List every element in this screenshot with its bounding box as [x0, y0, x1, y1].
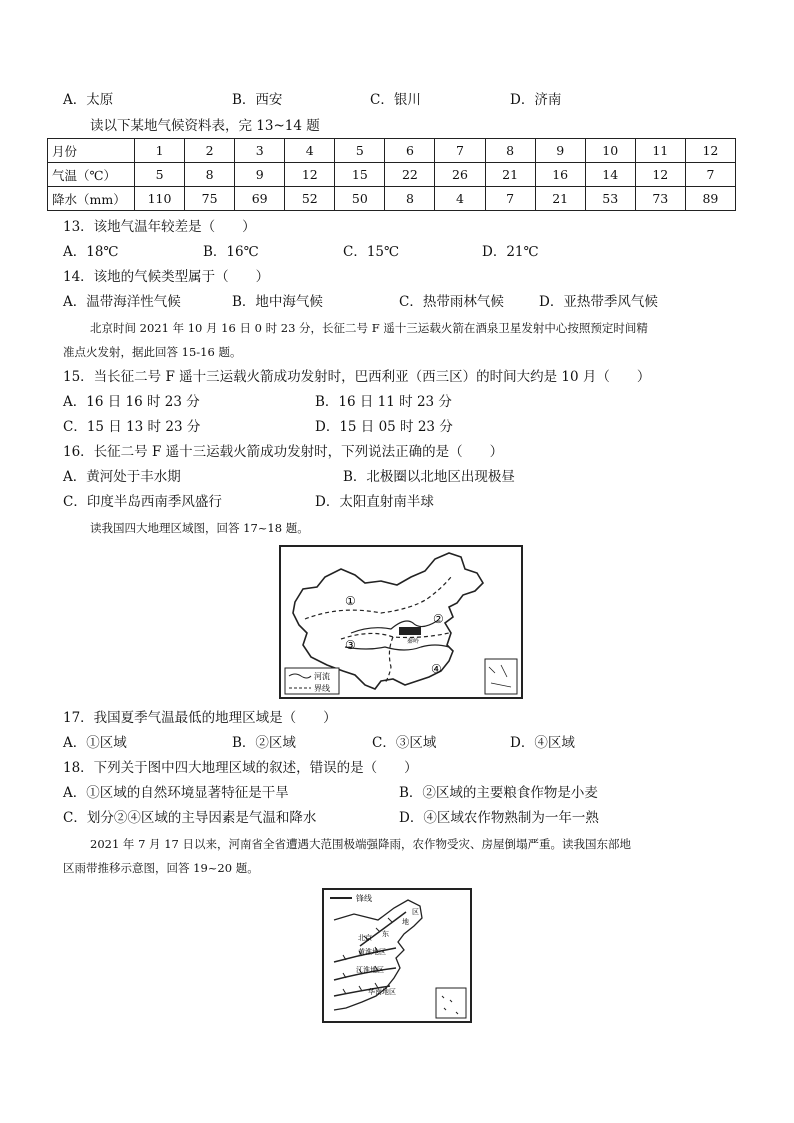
- table-cell: 7: [435, 139, 485, 163]
- region-label-4: ④: [431, 662, 442, 676]
- intro-15-16-line2: 准点火发射，据此回答 15-16 题。: [63, 345, 242, 359]
- row-label: 降水（mm）: [48, 187, 135, 211]
- intro-19-20-line1: 2021 年 7 月 17 日以来，河南省全省遭遇大范围极端强降雨，农作物受灾、房屋倒塌严重。读我国东部地: [90, 837, 631, 851]
- q17-option-a: A．①区域: [63, 735, 127, 751]
- table-cell: 4: [435, 187, 485, 211]
- table-cell: 12: [285, 163, 335, 187]
- table-cell: 26: [435, 163, 485, 187]
- table-cell: 9: [235, 163, 285, 187]
- q14-option-a: A．温带海洋性气候: [63, 294, 181, 310]
- region-label-3: ③: [345, 638, 356, 652]
- row-label: 气温（℃）: [48, 163, 135, 187]
- map2-legend: [330, 893, 372, 903]
- region-label-2: ②: [433, 612, 444, 626]
- q12-option-b: B．西安: [232, 92, 283, 108]
- q13-stem: 13．该地气温年较差是（ ）: [63, 219, 256, 235]
- table-cell: 89: [685, 187, 735, 211]
- qinling-label: 秦岭: [407, 638, 420, 645]
- intro-13-14: 读以下某地气候资料表，完 13~14 题: [90, 118, 320, 134]
- q18-option-b: B．②区域的主要粮食作物是小麦: [399, 785, 598, 801]
- table-row-precipitation: [48, 187, 736, 211]
- q18-option-c: C．划分②④区域的主导因素是气温和降水: [63, 810, 317, 826]
- q18-option-d: D．④区域农作物熟制为一年一熟: [399, 810, 599, 826]
- label-di: 地: [402, 918, 409, 926]
- label-huanan: 华南地区: [368, 988, 396, 996]
- table-cell: 5: [135, 163, 185, 187]
- table-cell: 3: [235, 139, 285, 163]
- q17-option-d: D．④区域: [510, 735, 575, 751]
- table-row-temperature: [48, 163, 736, 187]
- intro-19-20-line2: 区雨带推移示意图，回答 19~20 题。: [63, 861, 259, 875]
- qinling-mark: [399, 627, 421, 635]
- region-label-1: ①: [345, 594, 356, 608]
- table-cell: 110: [135, 187, 185, 211]
- q17-option-b: B．②区域: [232, 735, 296, 751]
- table-cell: 22: [385, 163, 435, 187]
- legend-river: 河流: [314, 672, 330, 681]
- q15-option-b: B．16 日 11 时 23 分: [315, 394, 452, 410]
- label-huanghuai: 黄淮地区: [358, 948, 386, 956]
- table-cell: 7: [485, 187, 535, 211]
- table-cell: 5: [335, 139, 385, 163]
- row-label: 月份: [48, 139, 135, 163]
- intro-17-18: 读我国四大地理区域图，回答 17~18 题。: [90, 521, 309, 535]
- label-dong: 东: [382, 930, 389, 938]
- table-cell: 53: [585, 187, 635, 211]
- q14-option-d: D．亚热带季风气候: [539, 294, 658, 310]
- table-cell: 21: [535, 187, 585, 211]
- climate-table: [47, 138, 736, 211]
- rain-belt-map-svg: [324, 890, 470, 1021]
- china-regions-map-svg: [281, 547, 521, 697]
- legend-boundary: 界线: [314, 684, 330, 693]
- table-cell: 11: [635, 139, 685, 163]
- yangtze-river: [345, 645, 449, 650]
- q14-stem: 14．该地的气候类型属于（ ）: [63, 269, 270, 285]
- q12-option-c: C．银川: [370, 92, 421, 108]
- table-cell: 4: [285, 139, 335, 163]
- table-cell: 12: [635, 163, 685, 187]
- q15-option-d: D．15 日 05 时 23 分: [315, 419, 453, 435]
- table-cell: 1: [135, 139, 185, 163]
- table-cell: 8: [185, 163, 235, 187]
- q13-option-a: A．18℃: [63, 244, 119, 260]
- table-cell: 21: [485, 163, 535, 187]
- q17-stem: 17．我国夏季气温最低的地理区域是（ ）: [63, 710, 337, 726]
- south-sea-inset-2: [436, 988, 466, 1018]
- table-row-months: [48, 139, 736, 163]
- table-cell: 2: [185, 139, 235, 163]
- table-cell: 9: [535, 139, 585, 163]
- table-cell: 15: [335, 163, 385, 187]
- rain-belt-map: [322, 888, 472, 1023]
- table-cell: 8: [385, 187, 435, 211]
- china-regions-map: [279, 545, 523, 699]
- q12-option-d: D．济南: [510, 92, 562, 108]
- table-cell: 75: [185, 187, 235, 211]
- region-boundary-qinling: [341, 633, 449, 639]
- q15-option-c: C．15 日 13 时 23 分: [63, 419, 201, 435]
- table-cell: 10: [585, 139, 635, 163]
- table-cell: 7: [685, 163, 735, 187]
- q17-option-c: C．③区域: [372, 735, 437, 751]
- q18-stem: 18．下列关于图中四大地理区域的叙述，错误的是（ ）: [63, 760, 418, 776]
- label-qu: 区: [412, 908, 419, 916]
- table-cell: 52: [285, 187, 335, 211]
- table-cell: 50: [335, 187, 385, 211]
- q16-option-c: C．印度半岛西南季风盛行: [63, 494, 222, 510]
- table-cell: 16: [535, 163, 585, 187]
- q16-option-a: A．黄河处于丰水期: [63, 469, 181, 485]
- yellow-river: [351, 621, 437, 633]
- q13-option-d: D．21℃: [482, 244, 539, 260]
- q13-option-c: C．15℃: [343, 244, 400, 260]
- table-cell: 12: [685, 139, 735, 163]
- region-boundary-north: [305, 577, 451, 619]
- region-boundary-west: [385, 637, 393, 683]
- q15-option-a: A．16 日 16 时 23 分: [63, 394, 200, 410]
- label-jianghuai: 江淮地区: [356, 966, 384, 974]
- q18-option-a: A．①区域的自然环境显著特征是干旱: [63, 785, 289, 801]
- q13-option-b: B．16℃: [203, 244, 259, 260]
- q14-option-c: C．热带雨林气候: [399, 294, 504, 310]
- table-cell: 6: [385, 139, 435, 163]
- q16-stem: 16．长征二号 F 遥十三运载火箭成功发射时，下列说法正确的是（ ）: [63, 444, 504, 460]
- q14-option-b: B．地中海气候: [232, 294, 323, 310]
- table-cell: 8: [485, 139, 535, 163]
- q16-option-d: D．太阳直射南半球: [315, 494, 434, 510]
- q12-option-a: A．太原: [63, 92, 114, 108]
- table-cell: 69: [235, 187, 285, 211]
- q15-stem: 15．当长征二号 F 遥十三运载火箭成功发射时，巴西利亚（西三区）的时间大约是 10 月（ ）: [63, 369, 651, 385]
- label-beijing: 北京: [358, 934, 372, 942]
- intro-15-16-line1: 北京时间 2021 年 10 月 16 日 0 时 23 分，长征二号 F 遥十三运载火箭在酒泉卫星发射中心按照预定时间精: [90, 321, 648, 335]
- q16-option-b: B．北极圈以北地区出现极昼: [343, 469, 515, 485]
- table-cell: 73: [635, 187, 685, 211]
- table-cell: 14: [585, 163, 635, 187]
- south-sea-inset: [485, 659, 517, 694]
- map1-legend: [285, 668, 339, 694]
- legend-front: 锋线: [356, 894, 372, 903]
